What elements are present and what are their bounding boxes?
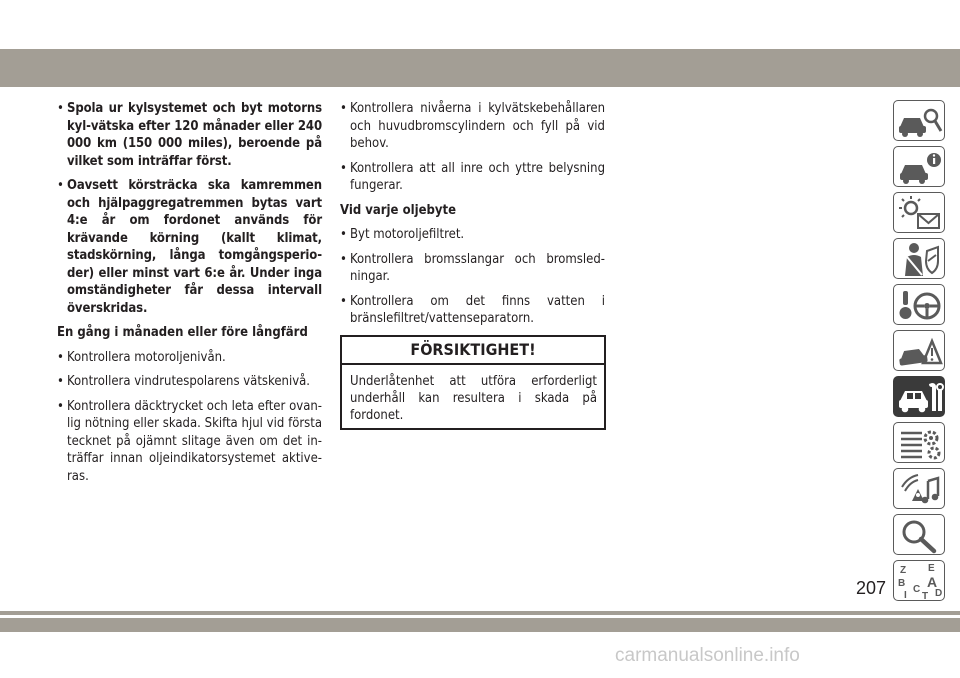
svg-text:C: C: [913, 584, 921, 595]
specifications-icon: [894, 423, 946, 464]
svg-text:B: B: [898, 578, 906, 589]
tab-safety[interactable]: [893, 238, 945, 279]
list-item: • Kontrollera motoroljenivån.: [57, 349, 226, 365]
list-item: • Kontrollera bromsslangar och bromsled-ningar.: [340, 251, 605, 284]
tab-index-letters[interactable]: [893, 560, 945, 601]
tab-car-service[interactable]: [893, 376, 945, 417]
oil-change-heading: Vid varje oljebyte: [340, 202, 457, 218]
list-item: • Kontrollera däcktrycket och leta efter ovan-lig nötning eller skada. Skifta hjul vid första tecknet på ojämnt slitage även om det in-träffar innan oljeindikatorsystemet aktive-ras.: [57, 398, 322, 484]
list-item: • Oavsett körsträcka ska kamremmen och hjälpaggregatremmen bytas vart 4:e år om fordonet används för krävande körning (kallt klimat, stadskörning, långa tomgångsperio-der) eller minst vart 6:e år. Under inga omständigheter får dessa intervall överskridas.: [57, 178, 322, 316]
caution-box: [340, 335, 606, 430]
right-column: [340, 100, 605, 335]
car-info-icon: [894, 147, 946, 188]
page-number: 207: [856, 578, 887, 598]
svg-text:I: I: [904, 590, 907, 601]
svg-text:Z: Z: [900, 565, 907, 576]
caution-text: Underlåtenhet att utföra erforderligt underhåll kan resultera i skada på fordonet.: [350, 374, 597, 423]
footer-line: [0, 611, 960, 615]
header-stripe: [0, 49, 960, 87]
chapter-tabs: [893, 100, 947, 606]
tab-emergency[interactable]: [893, 330, 945, 371]
tab-warning-lights[interactable]: [893, 192, 945, 233]
top-margin: [0, 0, 960, 49]
warning-lights-icon: [894, 193, 946, 234]
monthly-heading: En gång i månaden eller före långfärd: [57, 325, 308, 340]
watermark: carmanualsonline.info: [615, 645, 800, 666]
list-item: • Spola ur kylsystemet och byt motorns kyl-vätska efter 120 månader eller 240 000 km (150 000 miles), beroende på vilket som inträffar först.: [57, 101, 322, 169]
left-column: [57, 100, 322, 492]
list-item: • Kontrollera vindrutespolarens vätskenivå.: [57, 374, 311, 389]
emergency-icon: [894, 331, 946, 372]
tab-starting-driving[interactable]: [893, 284, 945, 325]
tab-car-info[interactable]: [893, 146, 945, 187]
svg-text:D: D: [935, 588, 943, 599]
tab-specifications[interactable]: [893, 422, 945, 463]
caution-title: FÖRSIKTIGHET!: [342, 337, 604, 365]
starting-driving-icon: [894, 285, 946, 326]
index-letters-icon: [894, 561, 946, 602]
car-service-icon: [894, 377, 946, 418]
list-item: • Kontrollera nivåerna i kylvätskebehållaren och huvudbromscylindern och fyll på vid behov.: [340, 101, 605, 151]
list-item: • Byt motoroljefiltret.: [340, 227, 465, 242]
index-search-icon: [894, 515, 946, 556]
svg-text:T: T: [922, 591, 929, 602]
svg-text:A: A: [927, 574, 938, 590]
tab-index-search[interactable]: [893, 514, 945, 555]
footer-stripe: [0, 618, 960, 632]
multimedia-icon: [894, 469, 946, 510]
tab-car-search[interactable]: [893, 100, 945, 141]
car-search-icon: [894, 101, 946, 142]
tab-multimedia[interactable]: [893, 468, 945, 509]
safety-seatbelt-icon: [894, 239, 946, 280]
list-item: • Kontrollera att all inre och yttre belysning fungerar.: [340, 160, 605, 193]
list-item: • Kontrollera om det finns vatten i bränslefiltret/vattenseparatorn.: [340, 293, 605, 326]
svg-text:E: E: [928, 563, 935, 574]
